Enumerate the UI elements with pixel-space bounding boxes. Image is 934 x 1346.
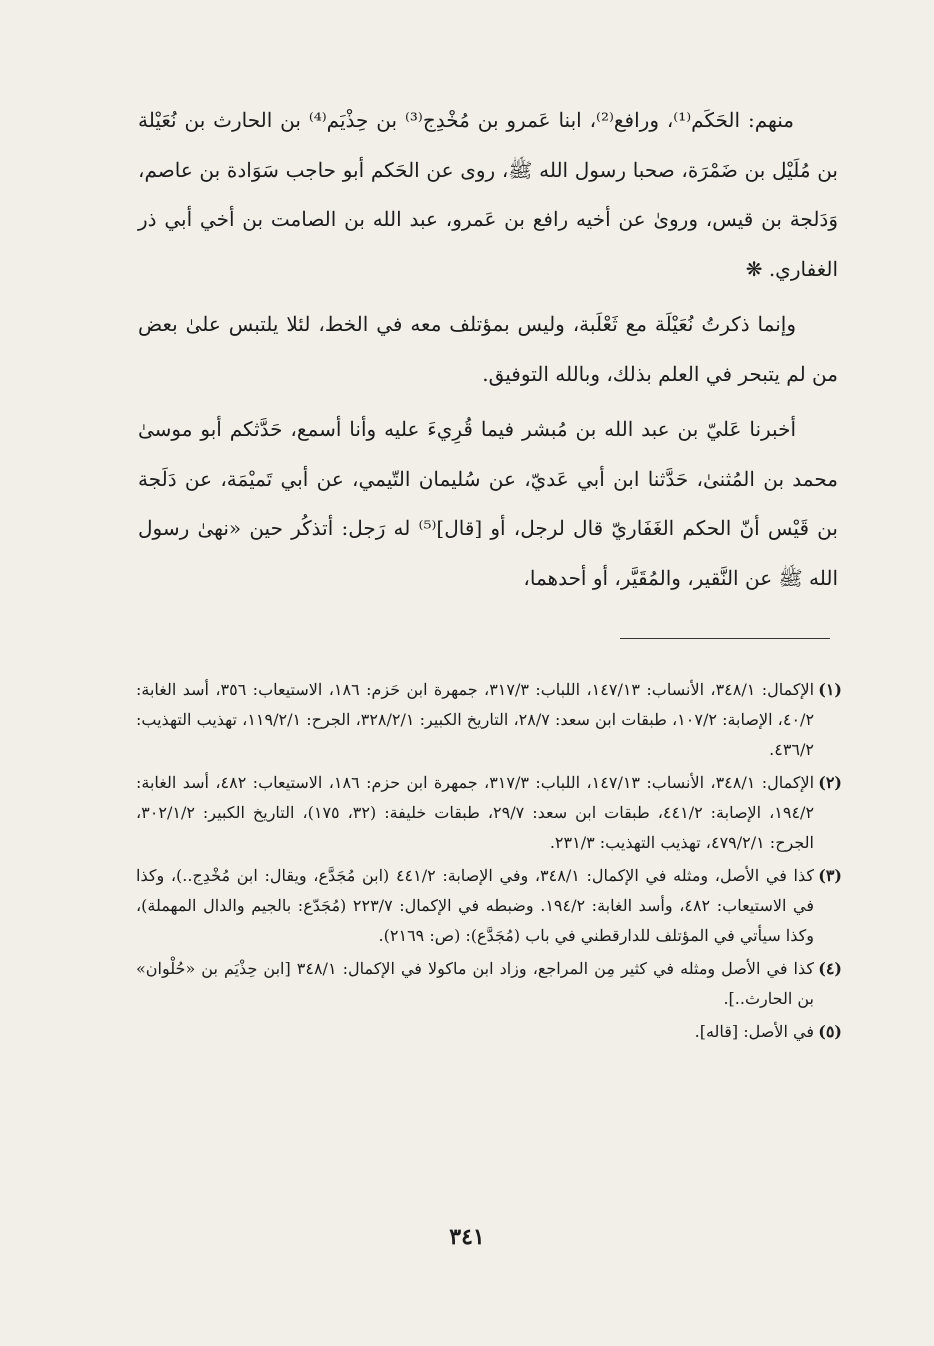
footnote-number: (٣)	[818, 866, 842, 885]
footnote-number: (٤)	[818, 959, 842, 978]
footnote-text: الإكمال: ٣٤٨/١، الأنساب: ١٤٧/١٣، اللباب: ٣١٧/٣، جمهرة ابن حَزم: ١٨٦، الاستيعاب: ٣٥٦، أسد الغابة: ٤٠/٢، الإصابة: ١٠٧/٢، طبقات ابن سعد: ٢٨/٧، التاريخ الكبير: ٣٢٨/٢/١، الجرح: ١١٩/٢/١، تهذيب التهذيب: ٤٣٦/٢.	[136, 680, 815, 759]
paragraph-1: منهم: الحَكَم⁽¹⁾، ورافع⁽²⁾، ابنا عَمرو بن مُخْدِج⁽³⁾ بن حِذْيَم⁽⁴⁾ بن الحارث بن نُعَيْلة بن مُلَيْل بن ضَمْرَة، صحبا رسول الله ﷺ، روى عن الحَكم أبو حاجب سَوَادة بن عاصم، وَدَلجة بن قيس، وروىٰ عن أخيه رافع بن عَمرو، عبد الله بن الصامت بن أخي أبي ذر الغفاري. ❋	[138, 108, 838, 281]
footnote-text: الإكمال: ٣٤٨/١، الأنساب: ١٤٧/١٣، اللباب: ٣١٧/٣، جمهرة ابن حزم: ١٨٦، الاستيعاب: ٤٨٢، أسد الغابة: ١٩٤/٢، الإصابة: ٤٤١/٢، طبقات ابن سعد: ٢٩/٧، طبقات خليفة: (٣٢، ١٧٥)، التاريخ الكبير: ٣٠٢/١/٢، الجرح: ٤٧٩/٢/١، تهذيب التهذيب: ٢٣١/٣.	[136, 773, 815, 852]
footnote-number: (٥)	[818, 1022, 842, 1041]
footnote-text: في الأصل: [قاله].	[694, 1022, 814, 1041]
main-text	[138, 96, 838, 609]
footnote-1	[136, 675, 842, 765]
footnote-number: (١)	[818, 680, 842, 699]
footnote-2	[136, 768, 842, 858]
footnote-number: (٢)	[818, 773, 842, 792]
paragraph-2: وإنما ذكرتُ نُعَيْلَة مع ثَعْلَبة، وليس بمؤتلف معه في الخط، لئلا يلتبس علىٰ بعض من لم يتبحر في العلم بذلك، وبالله التوفيق.	[138, 312, 838, 386]
footnote-text: كذا في الأصل، ومثله في الإكمال: ٣٤٨/١، وفي الإصابة: ٤٤١/٢ (ابن مُجَدَّع، ويقال: ابن مُخْدِج..)، وكذا في الاستيعاب: ٤٨٢، وأسد الغابة: ١٩٤/٢. وضبطه في الإكمال: ٢٢٣/٧ (مُجَدّع: بالجيم والدال المهملة)، وكذا سيأتي في المؤتلف للدارقطني في باب (مُجَدَّع): (ص: ٢١٦٩).	[136, 866, 815, 945]
footnotes	[136, 675, 842, 1050]
page-number: ٣٤١	[449, 1224, 485, 1250]
footnote-3	[136, 861, 842, 951]
footnote-text: كذا في الأصل ومثله في كثير مِن المراجع، وزاد ابن ماكولا في الإكمال: ٣٤٨/١ [ابن حِذْيَم بن «حُلْوان» بن الحارث..].	[136, 959, 814, 1008]
footnote-5	[136, 1017, 842, 1047]
footnote-4	[136, 954, 842, 1014]
paragraph-3: أخبرنا عَليّ بن عبد الله بن مُبشر فيما قُرِيءَ عليه وأنا أسمع، حَدَّثكم أبو موسىٰ محمد بن المُثنىٰ، حَدَّثنا ابن أبي عَديّ، عن سُليمان التّيمي، عن أبي تَميْمَة، عن دَلَجة بن قَيْس أنّ الحكم الغَفَاريّ قال لرجل، أو [قال]⁽⁵⁾ له رَجل: أتذكُر حين «نهىٰ رسول الله ﷺ عن النَّقير، والمُقَيَّر، أو أحدهما،	[138, 417, 838, 590]
footnote-separator	[620, 638, 830, 639]
